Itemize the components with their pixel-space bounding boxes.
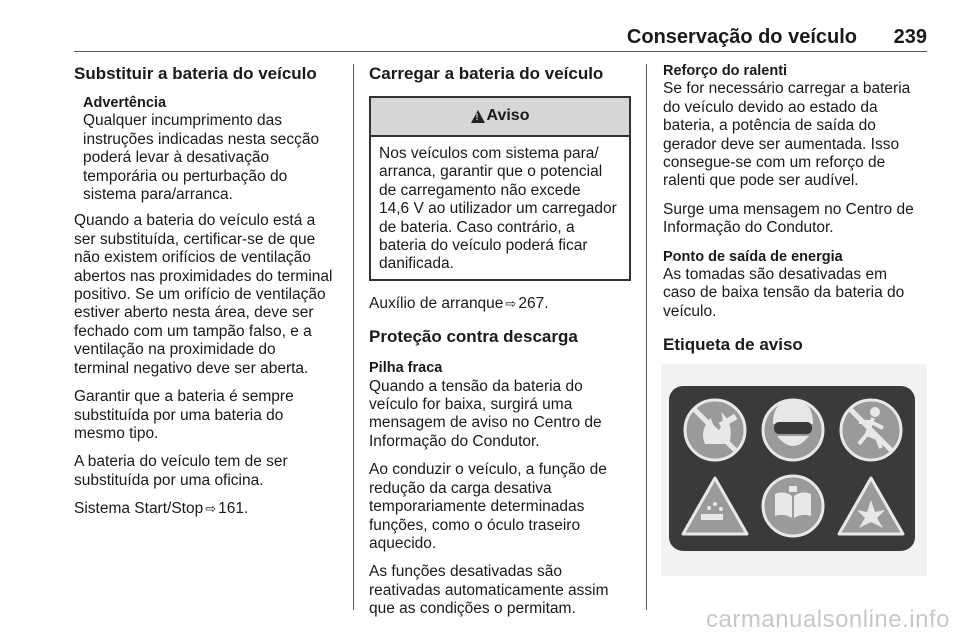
section-heading-warning-label: Etiqueta de aviso	[663, 335, 803, 355]
text-line: bateria, a potência de saída do	[663, 117, 876, 135]
text-line: ser substituída, certificar-se de que	[74, 230, 316, 248]
text-line: ventilação na proximidade do	[74, 341, 276, 359]
text-line: terminal negativo deve ser aberta.	[74, 359, 309, 377]
ref-page: 267.	[518, 294, 549, 312]
section-heading-replace-battery: Substituir a bateria do veículo	[74, 64, 317, 83]
text-line: veículo.	[663, 302, 717, 320]
cross-reference-jump-start[interactable]	[369, 295, 635, 313]
aviso-header	[371, 98, 629, 137]
text-line: danificada.	[379, 255, 454, 273]
text-line: temporária ou perturbação do	[83, 167, 288, 185]
text-line: estiver aberto nesta área, deve ser	[74, 304, 314, 322]
warning-text	[83, 112, 346, 204]
ref-text: Sistema Start/Stop	[74, 500, 204, 518]
text-line: 14,6 V ao utilizador um carregador	[379, 200, 617, 218]
text-line: abertos nas proximidades do terminal	[74, 267, 333, 285]
subheading-weak-battery: Pilha fraca	[369, 360, 443, 377]
text-line: de carregamento não excede	[379, 181, 581, 199]
text-line: Garantir que a bateria é sempre	[74, 388, 294, 406]
section-heading-charge-battery: Carregar a bateria do veículo	[369, 64, 604, 83]
text-line: redução da carga desativa	[369, 479, 552, 497]
text-line: sistema para/arranca.	[83, 186, 233, 204]
text-line: Quando a tensão da bateria do	[369, 377, 583, 395]
aviso-text	[371, 137, 629, 279]
text-line: reativadas automaticamente assim	[369, 581, 609, 599]
text-line: caso de baixa tensão da bateria do	[663, 284, 905, 302]
text-line: gerador deve ser aumentada. Isso	[663, 135, 900, 153]
section-heading-discharge-protection: Proteção contra descarga	[369, 327, 578, 347]
page-ref-arrow-icon: ⇨	[505, 295, 517, 311]
ref-text: Auxílio de arranque	[369, 294, 504, 312]
paragraph-dic-message	[663, 201, 931, 238]
aviso-box	[369, 96, 631, 281]
no-fire-smoking-icon	[685, 400, 745, 460]
text-line: mesmo tipo.	[74, 424, 159, 442]
page-ref-arrow-icon: ⇨	[205, 501, 217, 517]
paragraph-same-type	[74, 388, 346, 443]
warning-triangle-icon: !	[471, 110, 485, 123]
text-line: Nos veículos com sistema para/	[379, 145, 599, 162]
paragraph-power-outlet	[663, 266, 931, 321]
keep-children-away-icon	[841, 400, 901, 460]
right-column	[663, 62, 931, 367]
page-header	[74, 24, 927, 50]
paragraph-load-reduction	[369, 461, 635, 553]
paragraph-workshop	[74, 453, 346, 490]
text-line: fechado com um tampão falso, e a	[74, 322, 312, 340]
text-line: mensagem de aviso no Centro de	[369, 414, 602, 432]
text-line: funções, como o óculo traseiro	[369, 516, 581, 534]
text-line: Qualquer incumprimento das	[83, 112, 283, 130]
text-line: ralenti que pode ser audível.	[663, 172, 859, 190]
aviso-title: Aviso	[486, 107, 530, 125]
text-line: veículo for baixa, surgirá uma	[369, 396, 573, 414]
paragraph-vent-holes	[74, 212, 346, 378]
ref-page: 161.	[218, 500, 249, 518]
text-line: que as condições o permitam.	[369, 600, 576, 618]
eye-protection-icon	[763, 400, 823, 460]
header-rule	[74, 51, 927, 52]
middle-column	[369, 62, 635, 629]
subheading-power-outlet: Ponto de saída de energia	[663, 248, 843, 265]
text-line: Se for necessário carregar a bateria	[663, 80, 911, 98]
text-line: Surge uma mensagem no Centro de	[663, 200, 914, 218]
cross-reference-start-stop[interactable]	[74, 500, 346, 518]
watermark-text: carmanualsonline.info	[706, 606, 950, 633]
warning-title: Advertência	[83, 95, 167, 111]
page-title: Conservação do veículo	[626, 26, 857, 48]
left-column	[74, 62, 346, 529]
text-line: Informação do Condutor.	[369, 432, 540, 450]
text-line: As funções desativadas são	[369, 563, 563, 581]
text-line: A bateria do veículo tem de ser	[74, 453, 288, 471]
text-line: não existem orifícios de ventilação	[74, 249, 311, 267]
column-divider-2	[646, 64, 647, 610]
text-line: instruções indicadas nesta secção	[83, 130, 320, 148]
text-line: bateria do veículo poderá ficar	[379, 237, 588, 255]
text-line: temporariamente determinadas	[369, 498, 585, 516]
text-line: consegue-se com um reforço de	[663, 154, 886, 172]
paragraph-low-voltage	[369, 378, 635, 452]
read-manual-icon	[763, 476, 823, 536]
text-line: do veículo devido ao estado da	[663, 98, 878, 116]
text-line: substituída por uma bateria do	[74, 406, 284, 424]
text-line: arranca, garantir que o potencial	[379, 163, 603, 181]
text-line: Informação do Condutor.	[663, 219, 834, 237]
warning-label-image	[661, 364, 927, 576]
text-line: As tomadas são desativadas em	[663, 266, 888, 284]
text-line: Ao conduzir o veículo, a função de	[369, 461, 607, 479]
text-line: substituída por uma oficina.	[74, 471, 264, 489]
text-line: positivo. Se um orifício de ventilação	[74, 286, 326, 304]
text-line: poderá levar à desativação	[83, 149, 270, 167]
subheading-idle-boost: Reforço do ralenti	[663, 63, 788, 79]
paragraph-idle-boost	[663, 80, 931, 190]
page-number: 239	[893, 26, 927, 48]
text-line: Quando a bateria do veículo está a	[74, 212, 316, 230]
warning-block	[74, 94, 346, 204]
text-line: aquecido.	[369, 534, 437, 552]
column-divider-1	[353, 64, 354, 610]
paragraph-reactivated	[369, 563, 635, 618]
text-line: de bateria. Caso contrário, a	[379, 218, 575, 236]
